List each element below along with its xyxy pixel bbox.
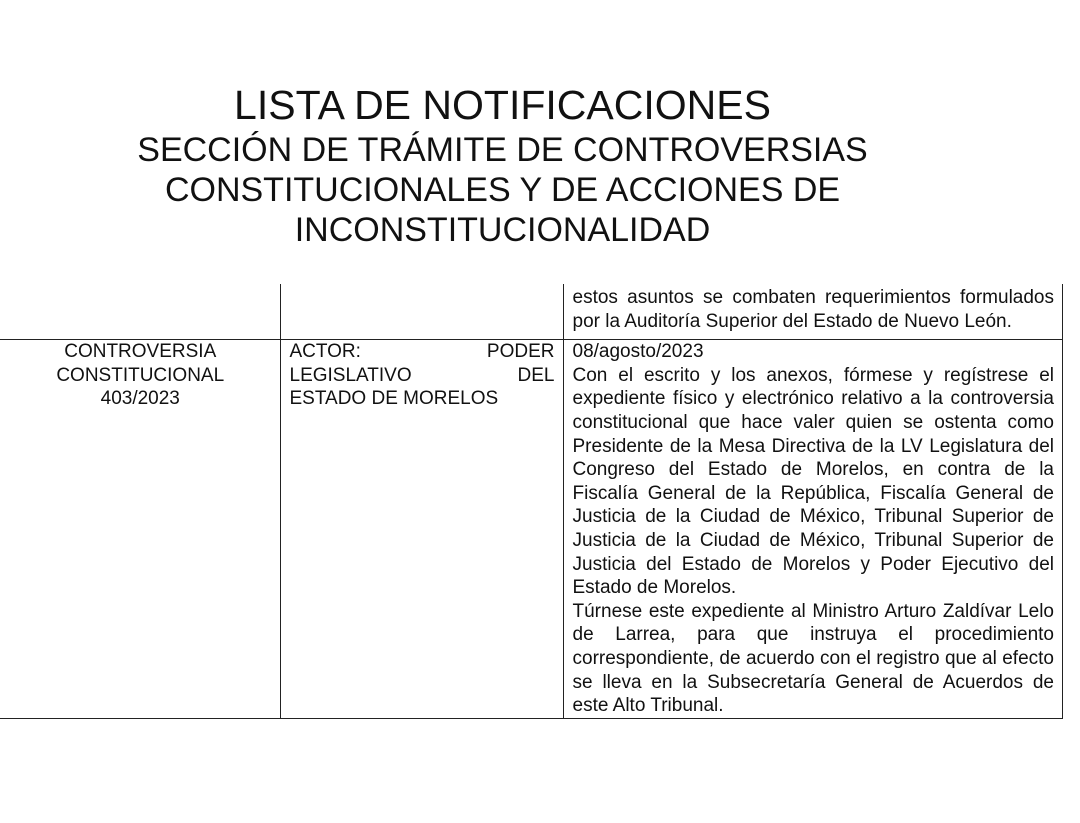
section-subtitle (0, 130, 1005, 250)
acuerdo-cell (563, 340, 1063, 719)
partes-cell (280, 340, 563, 719)
expediente-number: 403/2023 (100, 388, 180, 410)
acuerdo-text: estos asuntos se combaten requerimientos formulados por la Auditoría Superior del Estado de Nuevo León. (572, 287, 1054, 332)
subtitle-line: INCONSTITUCIONALIDAD (294, 211, 711, 249)
expediente-line: CONSTITUCIONAL (56, 364, 225, 386)
expediente-cell (0, 340, 280, 719)
acuerdo-date: 08/agosto/2023 (572, 341, 704, 363)
table-row (0, 340, 1063, 719)
expediente-cell (0, 284, 280, 340)
partes-line: ESTADO DE MORELOS (289, 388, 499, 410)
acuerdo-paragraph: Con el escrito y los anexos, fórmese y regístrese el expediente físico y electrónico relativo a la controversia constitucional que hace valer quien se ostenta como Presidente de la Mesa Directiva de la LV Legislatura del Congreso del Estado de Morelos, en contra de la Fiscalía General de la República, Fiscalía General de Justicia de la Ciudad de México, Tribunal Superior de Justicia de la Ciudad de México, Tribunal Superior de Justicia del Estado de Morelos y Poder Ejecutivo del Estado de Morelos. (572, 364, 1054, 599)
subtitle-line: CONSTITUCIONALES Y DE ACCIONES DE (164, 171, 841, 209)
page-title: LISTA DE NOTIFICACIONES (234, 82, 771, 128)
partes-line: LEGISLATIVO DEL (289, 364, 555, 386)
partes-line: ACTOR: PODER (289, 341, 555, 363)
acuerdo-cell (563, 284, 1063, 340)
table-row (0, 284, 1063, 340)
acuerdo-paragraph: Túrnese este expediente al Ministro Arturo Zaldívar Lelo de Larrea, para que instruya el procedimiento correspondiente, de acuerdo con el registro que al efecto se lleva en la Subsecretaría General de Acuerdos de este Alto Tribunal. (572, 600, 1054, 717)
expediente-line: CONTROVERSIA (64, 341, 217, 363)
notifications-table (0, 284, 1063, 719)
subtitle-line: SECCIÓN DE TRÁMITE DE CONTROVERSIAS (137, 131, 868, 169)
partes-cell (280, 284, 563, 340)
